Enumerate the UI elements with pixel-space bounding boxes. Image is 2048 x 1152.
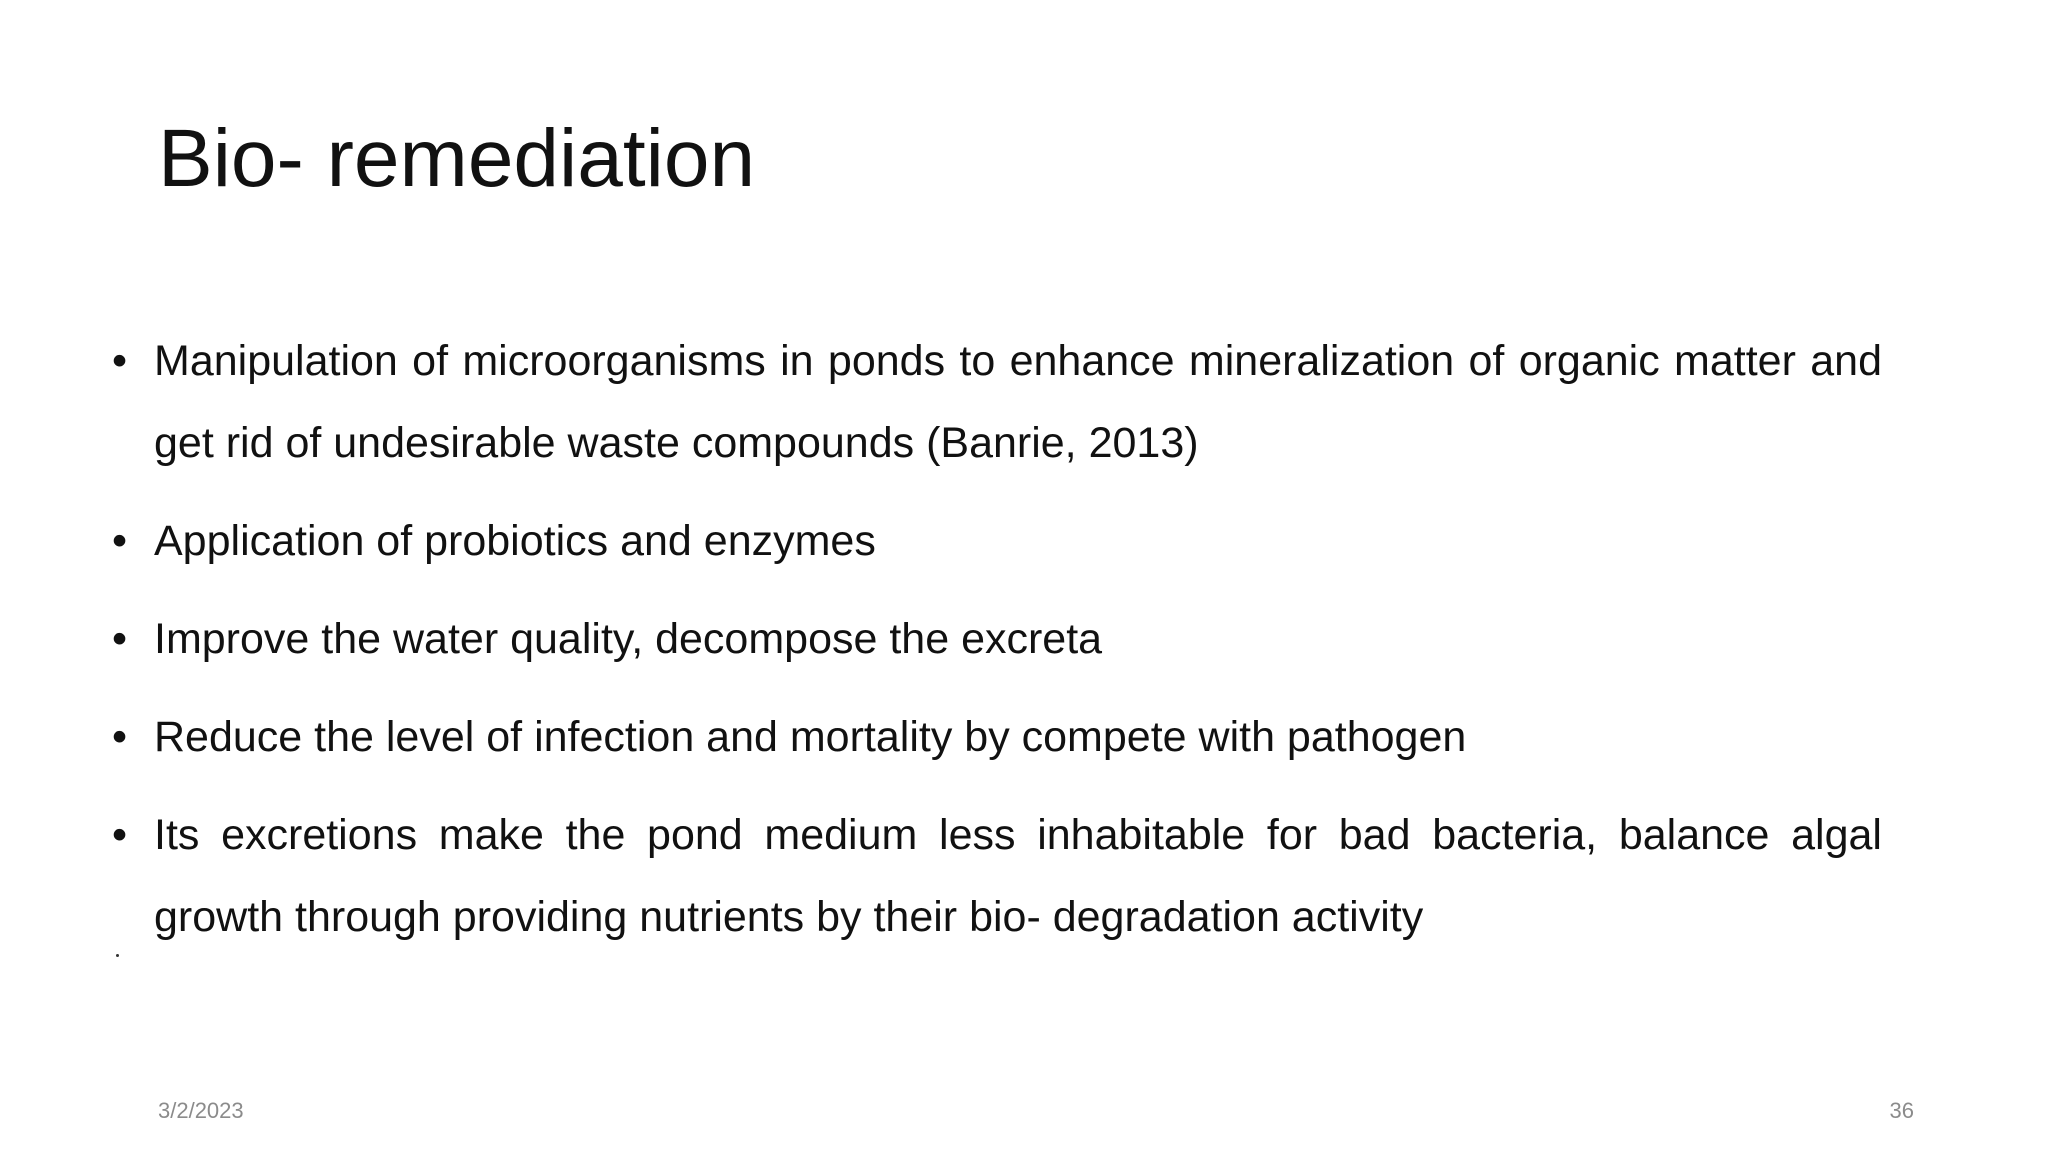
decorative-dot bbox=[116, 954, 119, 957]
bullet-icon: • bbox=[112, 615, 128, 663]
bullet-item-application bbox=[112, 500, 1882, 582]
bullet-text: Application of probiotics and enzymes bbox=[154, 517, 876, 565]
bullet-item-improve bbox=[112, 598, 1882, 680]
page-number: 36 bbox=[1889, 1098, 1914, 1123]
bullet-icon: • bbox=[112, 811, 128, 859]
bullet-text: Improve the water quality, decompose the excreta bbox=[154, 615, 1103, 663]
bullet-icon: • bbox=[112, 713, 128, 761]
bullet-text: Its excretions make the pond medium less inhabitable for bad bacteria, balance algal growth through providing nutrients by their bio- degradation activity bbox=[154, 811, 1882, 941]
bullet-text: Manipulation of microorganisms in ponds to enhance mineralization of organic matter and get rid of undesirable waste compounds (Banrie, 2013) bbox=[154, 337, 1882, 467]
bullet-text: Reduce the level of infection and mortality by compete with pathogen bbox=[154, 713, 1467, 761]
footer-date: 3/2/2023 bbox=[158, 1098, 244, 1123]
bullet-icon: • bbox=[112, 337, 128, 385]
bullet-list bbox=[112, 320, 1882, 974]
bullet-item-manipulation bbox=[112, 320, 1882, 484]
bullet-item-reduce bbox=[112, 696, 1882, 778]
bullet-item-excretions bbox=[112, 794, 1882, 958]
slide-title: Bio- remediation bbox=[158, 113, 756, 204]
bullet-icon: • bbox=[112, 517, 128, 565]
